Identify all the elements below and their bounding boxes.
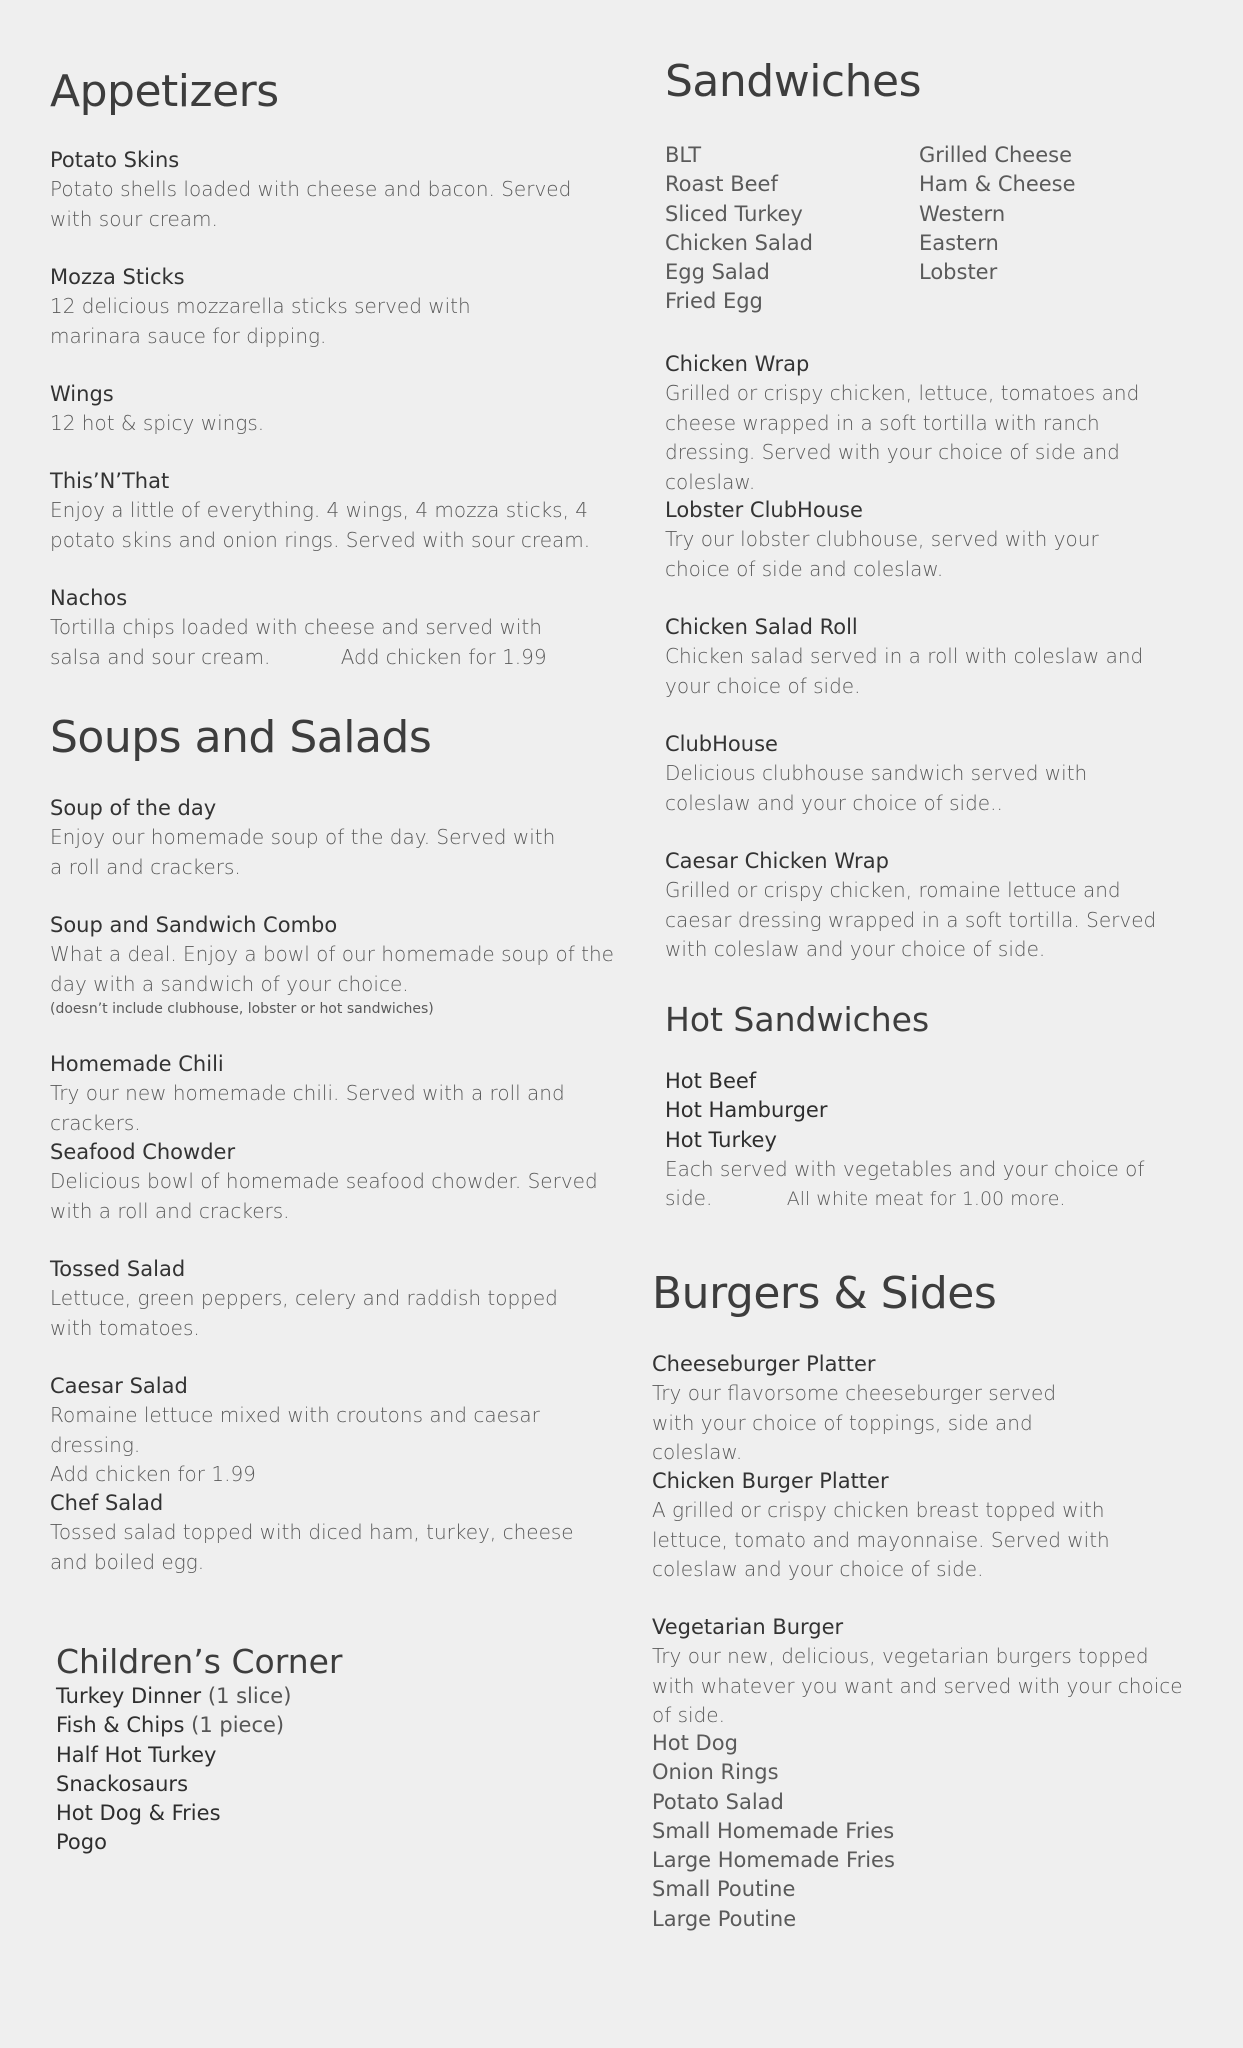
list-item: Onion Rings xyxy=(652,1760,779,1785)
list-item: Potato Salad xyxy=(652,1789,784,1814)
item-name: Caesar Chicken Wrap xyxy=(665,849,889,873)
item-name: Chicken Wrap xyxy=(665,352,810,376)
item-description-end xyxy=(665,1184,1165,1215)
list-item: Half Hot Turkey xyxy=(56,1742,217,1767)
item-name: Soup of the day xyxy=(50,796,217,820)
list-item: Pogo xyxy=(56,1830,107,1855)
menu-item xyxy=(665,847,1190,965)
list-item: Hot Turkey xyxy=(665,1127,777,1152)
list-item: Small Poutine xyxy=(652,1877,796,1902)
item-description: Chicken salad served in a roll with coleslaw and your choice of side. xyxy=(665,644,1144,698)
sides-list xyxy=(652,1729,895,1934)
item-description: Delicious clubhouse sandwich served with coleslaw and your choice of side.. xyxy=(665,761,1088,815)
list-item: Egg Salad xyxy=(665,260,770,285)
list-item xyxy=(56,1682,291,1711)
item-description: What a deal. Enjoy a bowl of our homemade soup of the day with a sandwich of your choice. xyxy=(50,942,614,996)
menu-item xyxy=(652,1350,1072,1468)
list-item: Ham & Cheese xyxy=(919,172,1076,197)
item-name: Chicken Burger Platter xyxy=(652,1469,889,1493)
menu-item xyxy=(665,350,1190,497)
menu-item xyxy=(50,1138,610,1226)
menu-item xyxy=(50,1255,590,1343)
menu-item xyxy=(652,1613,1192,1731)
item-description: Try our new homemade chili. Served with a roll and crackers. xyxy=(50,1081,565,1135)
list-item: Chicken Salad xyxy=(665,230,813,255)
item-name: This’N’That xyxy=(50,469,170,493)
list-item: Roast Beef xyxy=(665,172,778,197)
menu-item xyxy=(50,794,570,882)
item-description: Try our new, delicious, vegetarian burgers topped with whatever you want and served with your choice of side. xyxy=(652,1644,1183,1727)
item-description: Enjoy our homemade soup of the day. Served with a roll and crackers. xyxy=(50,825,556,879)
item-extra: Add chicken for 1.99 xyxy=(340,644,547,669)
menu-item xyxy=(50,467,610,555)
item-name: Mozza Sticks xyxy=(50,265,185,289)
hot-sandwiches-heading: Hot Sandwiches xyxy=(665,1000,930,1039)
appetizers-heading: Appetizers xyxy=(50,66,279,117)
list-item: BLT xyxy=(665,143,702,167)
item-name: Turkey Dinner xyxy=(56,1684,202,1708)
childrens-list xyxy=(56,1682,291,1858)
item-extra: All white meat for 1.00 more. xyxy=(786,1188,1066,1211)
item-description: Lettuce, green peppers, celery and raddish topped with tomatoes. xyxy=(50,1286,558,1340)
list-item: Sliced Turkey xyxy=(665,201,803,226)
item-name: Homemade Chili xyxy=(50,1052,224,1076)
item-name: Tossed Salad xyxy=(50,1257,186,1281)
item-description xyxy=(50,613,570,672)
list-item: Hot Hamburger xyxy=(665,1098,828,1123)
list-item: Western xyxy=(919,201,1006,226)
sandwich-list-left xyxy=(665,141,813,317)
item-description: Grilled or crispy chicken, romaine lettuce and caesar dressing wrapped in a soft tortilla. Served with coleslaw and your choice of side. xyxy=(665,878,1157,961)
item-name: Seafood Chowder xyxy=(50,1140,236,1164)
list-item: Small Homemade Fries xyxy=(652,1818,895,1843)
hot-sandwiches-block xyxy=(665,1067,1165,1215)
list-item: Large Homemade Fries xyxy=(652,1848,895,1873)
sandwich-list-right xyxy=(919,141,1076,287)
menu-item xyxy=(665,496,1165,584)
list-item: Grilled Cheese xyxy=(919,143,1073,167)
sandwiches-heading: Sandwiches xyxy=(665,56,921,107)
menu-item xyxy=(50,146,590,234)
list-item: Snackosaurs xyxy=(56,1771,189,1796)
list-item: Large Poutine xyxy=(652,1906,797,1931)
item-description: Potato shells loaded with cheese and bacon. Served with sour cream. xyxy=(50,177,572,231)
item-description: Delicious bowl of homemade seafood chowder. Served with a roll and crackers. xyxy=(50,1169,598,1223)
item-name: Chef Salad xyxy=(50,1491,164,1515)
item-description: Grilled or crispy chicken, lettuce, tomatoes and cheese wrapped in a soft tortilla with ranch dressing. Served with your choice of side and coleslaw. xyxy=(665,381,1140,494)
item-name: Lobster ClubHouse xyxy=(665,498,863,522)
item-description: 12 delicious mozzarella sticks served with marinara sauce for dipping. xyxy=(50,294,471,348)
item-qty: (1 piece) xyxy=(191,1713,285,1738)
menu-item xyxy=(50,1489,590,1577)
menu-item xyxy=(665,613,1165,701)
list-item: Fried Egg xyxy=(665,289,763,314)
item-description: Enjoy a little of everything. 4 wings, 4 mozza sticks, 4 potato skins and onion rings. Served with sour cream. xyxy=(50,498,591,552)
item-description: 12 hot & spicy wings. xyxy=(50,411,265,435)
item-description: A grilled or crispy chicken breast topped with lettuce, tomato and mayonnaise. Served with coleslaw and your choice of side. xyxy=(652,1498,1110,1581)
menu-item xyxy=(50,584,610,672)
item-qty: (1 slice) xyxy=(207,1684,292,1708)
item-name: Nachos xyxy=(50,586,128,610)
burgers-sides-heading: Burgers & Sides xyxy=(652,1268,997,1319)
item-description: Tossed salad topped with diced ham, turkey, cheese and boiled egg. xyxy=(50,1520,574,1574)
menu-item xyxy=(665,730,1165,818)
item-name: Fish & Chips xyxy=(56,1713,185,1738)
list-item: Lobster xyxy=(919,260,998,285)
menu-item xyxy=(652,1467,1172,1585)
list-item: Hot Dog xyxy=(652,1731,738,1755)
list-item: Hot Dog & Fries xyxy=(56,1801,221,1826)
list-item xyxy=(56,1711,291,1740)
item-name: Potato Skins xyxy=(50,148,180,172)
menu-item xyxy=(50,911,630,1019)
list-item: Eastern xyxy=(919,230,999,255)
menu-item xyxy=(50,1372,630,1490)
soups-salads-heading: Soups and Salads xyxy=(50,712,432,763)
item-name: Vegetarian Burger xyxy=(652,1615,844,1639)
item-name: Wings xyxy=(50,382,114,406)
item-description: Try our flavorsome cheeseburger served with your choice of toppings, side and coleslaw. xyxy=(652,1381,1057,1464)
item-description: Each served with vegetables and your choice of xyxy=(665,1156,1145,1181)
item-name: Chicken Salad Roll xyxy=(665,615,858,639)
childrens-corner-heading: Children’s Corner xyxy=(56,1642,343,1681)
item-name: Soup and Sandwich Combo xyxy=(50,913,338,937)
item-extra: Add chicken for 1.99 xyxy=(50,1462,256,1486)
item-description-text: Tortilla chips loaded with cheese and served with salsa and sour cream. xyxy=(50,615,542,669)
item-description: Romaine lettuce mixed with croutons and caesar dressing. xyxy=(50,1403,540,1457)
item-note: (doesn’t include clubhouse, lobster or hot sandwiches) xyxy=(50,1001,434,1017)
item-description: Try our lobster clubhouse, served with your choice of side and coleslaw. xyxy=(665,527,1099,581)
item-name: Caesar Salad xyxy=(50,1374,188,1398)
item-description-text: side. xyxy=(665,1186,713,1211)
list-item: Hot Beef xyxy=(665,1069,757,1093)
item-name: ClubHouse xyxy=(665,732,778,756)
menu-item xyxy=(50,1050,630,1138)
menu-item xyxy=(50,380,590,439)
menu-item xyxy=(50,263,530,351)
item-name: Cheeseburger Platter xyxy=(652,1352,876,1376)
